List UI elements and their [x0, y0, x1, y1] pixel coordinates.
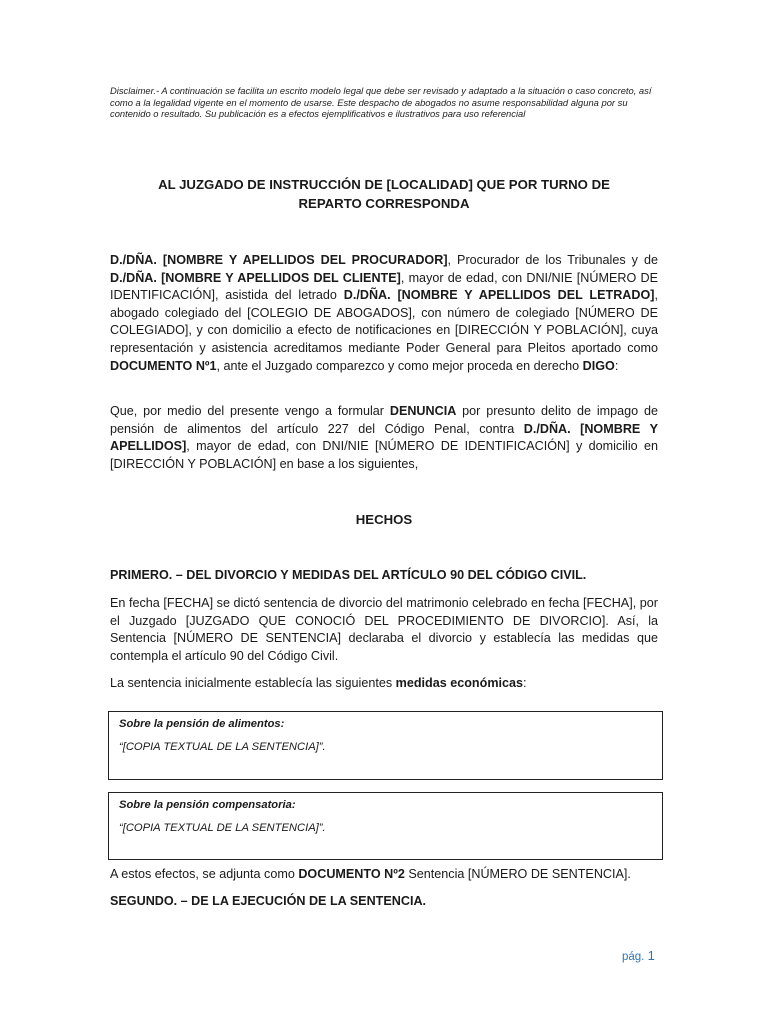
denuncia-text-1: Que, por medio del presente vengo a formular: [110, 404, 390, 418]
quote-box-title: Sobre la pensión compensatoria:: [119, 799, 296, 811]
segundo-title: SEGUNDO. – DE LA EJECUCIÓN DE LA SENTENCIA.: [110, 894, 427, 908]
adjunta-paragraph: [110, 866, 658, 884]
adjunta-text-2: Sentencia [NÚMERO DE SENTENCIA].: [404, 867, 631, 881]
intro-text-1: , Procurador de los Tribunales y de: [447, 253, 658, 267]
documento-1: DOCUMENTO Nº1: [110, 358, 217, 373]
letrado-name: D./DÑA. [NOMBRE Y APELLIDOS DEL LETRADO]: [343, 288, 655, 303]
court-heading-line2: REPARTO CORRESPONDA: [298, 195, 470, 211]
page-label: pág.: [622, 951, 645, 963]
denuncia-word: DENUNCIA: [389, 404, 457, 418]
demandado-name: D./DÑA. [NOMBRE Y APELLIDOS]: [110, 421, 658, 454]
disclaimer: Disclaimer.- A continuación se facilita un escrito modelo legal que debe ser revisado y adaptado a la situación o caso concreto, así como a la legalidad vigente en el momento de usarse. Este despacho de abogados no asume responsabilidad alguna por su contenido o resultado. Su publicación es a efectos ejemplificativos e ilustrativos para uso referencial: [110, 85, 652, 120]
medidas-text-2: :: [523, 676, 527, 690]
medidas-text-1: La sentencia inicialmente establecía las siguientes: [110, 676, 396, 690]
intro-text-5: :: [614, 358, 619, 373]
digo: DIGO: [582, 358, 615, 373]
adjunta-text-1: A estos efectos, se adjunta como: [110, 867, 299, 881]
primero-title: PRIMERO. – DEL DIVORCIO Y MEDIDAS DEL ARTÍCULO 90 DEL CÓDIGO CIVIL.: [110, 568, 587, 582]
quote-box-text: “[COPIA TEXTUAL DE LA SENTENCIA]”.: [119, 822, 326, 834]
cliente-name: D./DÑA. [NOMBRE Y APELLIDOS DEL CLIENTE]: [110, 270, 401, 285]
procurador-name: D./DÑA. [NOMBRE Y APELLIDOS DEL PROCURADOR]: [110, 253, 448, 267]
documento-2: DOCUMENTO Nº2: [298, 867, 405, 881]
intro-text-2: , mayor de edad, con DNI/NIE [NÚMERO DE IDENTIFICACIÓN], asistida del letrado: [110, 270, 658, 303]
page-number-value: 1: [647, 948, 655, 963]
denuncia-text-3: , mayor de edad, con DNI/NIE [NÚMERO DE IDENTIFICACIÓN] y domicilio en [DIRECCIÓN Y POBLACIÓN] en base a los siguientes,: [110, 439, 658, 471]
primero-paragraph: En fecha [FECHA] se dictó sentencia de divorcio del matrimonio celebrado en fecha [FECHA], por el Juzgado [JUZGADO QUE CONOCIÓ DEL PROCEDIMIENTO DE DIVORCIO]. Así, la Sentencia [NÚMERO DE SENTENCIA] declaraba el divorcio y establecía las medidas que contempla el artículo 90 del Código Civil.: [110, 596, 658, 663]
court-heading-line1: AL JUZGADO DE INSTRUCCIÓN DE [LOCALIDAD] QUE POR TURNO DE: [158, 177, 610, 192]
medidas-paragraph: [110, 675, 658, 693]
quote-box-title: Sobre la pensión de alimentos:: [119, 718, 285, 730]
court-heading: [110, 176, 658, 213]
quote-box-text: “[COPIA TEXTUAL DE LA SENTENCIA]”.: [119, 741, 326, 753]
page-number: [622, 948, 655, 963]
intro-paragraph: [110, 252, 658, 375]
quote-box-alimentos: [108, 711, 663, 780]
intro-text-4: , ante el Juzgado comparezco y como mejor proceda en derecho: [216, 358, 583, 373]
hechos-title: HECHOS: [355, 512, 413, 527]
medidas-economicas: medidas económicas: [395, 676, 524, 690]
intro-text-3: , abogado colegiado del [COLEGIO DE ABOGADOS], con número de colegiado [NÚMERO DE COLEGIADO], y con domicilio a efecto de notificaciones en [DIRECCIÓN Y POBLACIÓN], cuya representación y asistencia acreditamos mediante Poder General para Pleitos aportado como: [110, 288, 658, 355]
quote-box-compensatoria: [108, 792, 663, 860]
denuncia-text-2: por presunto delito de impago de pensión de alimentos del artículo 227 del Código Penal, contra: [110, 404, 658, 436]
denuncia-paragraph: [110, 403, 658, 473]
